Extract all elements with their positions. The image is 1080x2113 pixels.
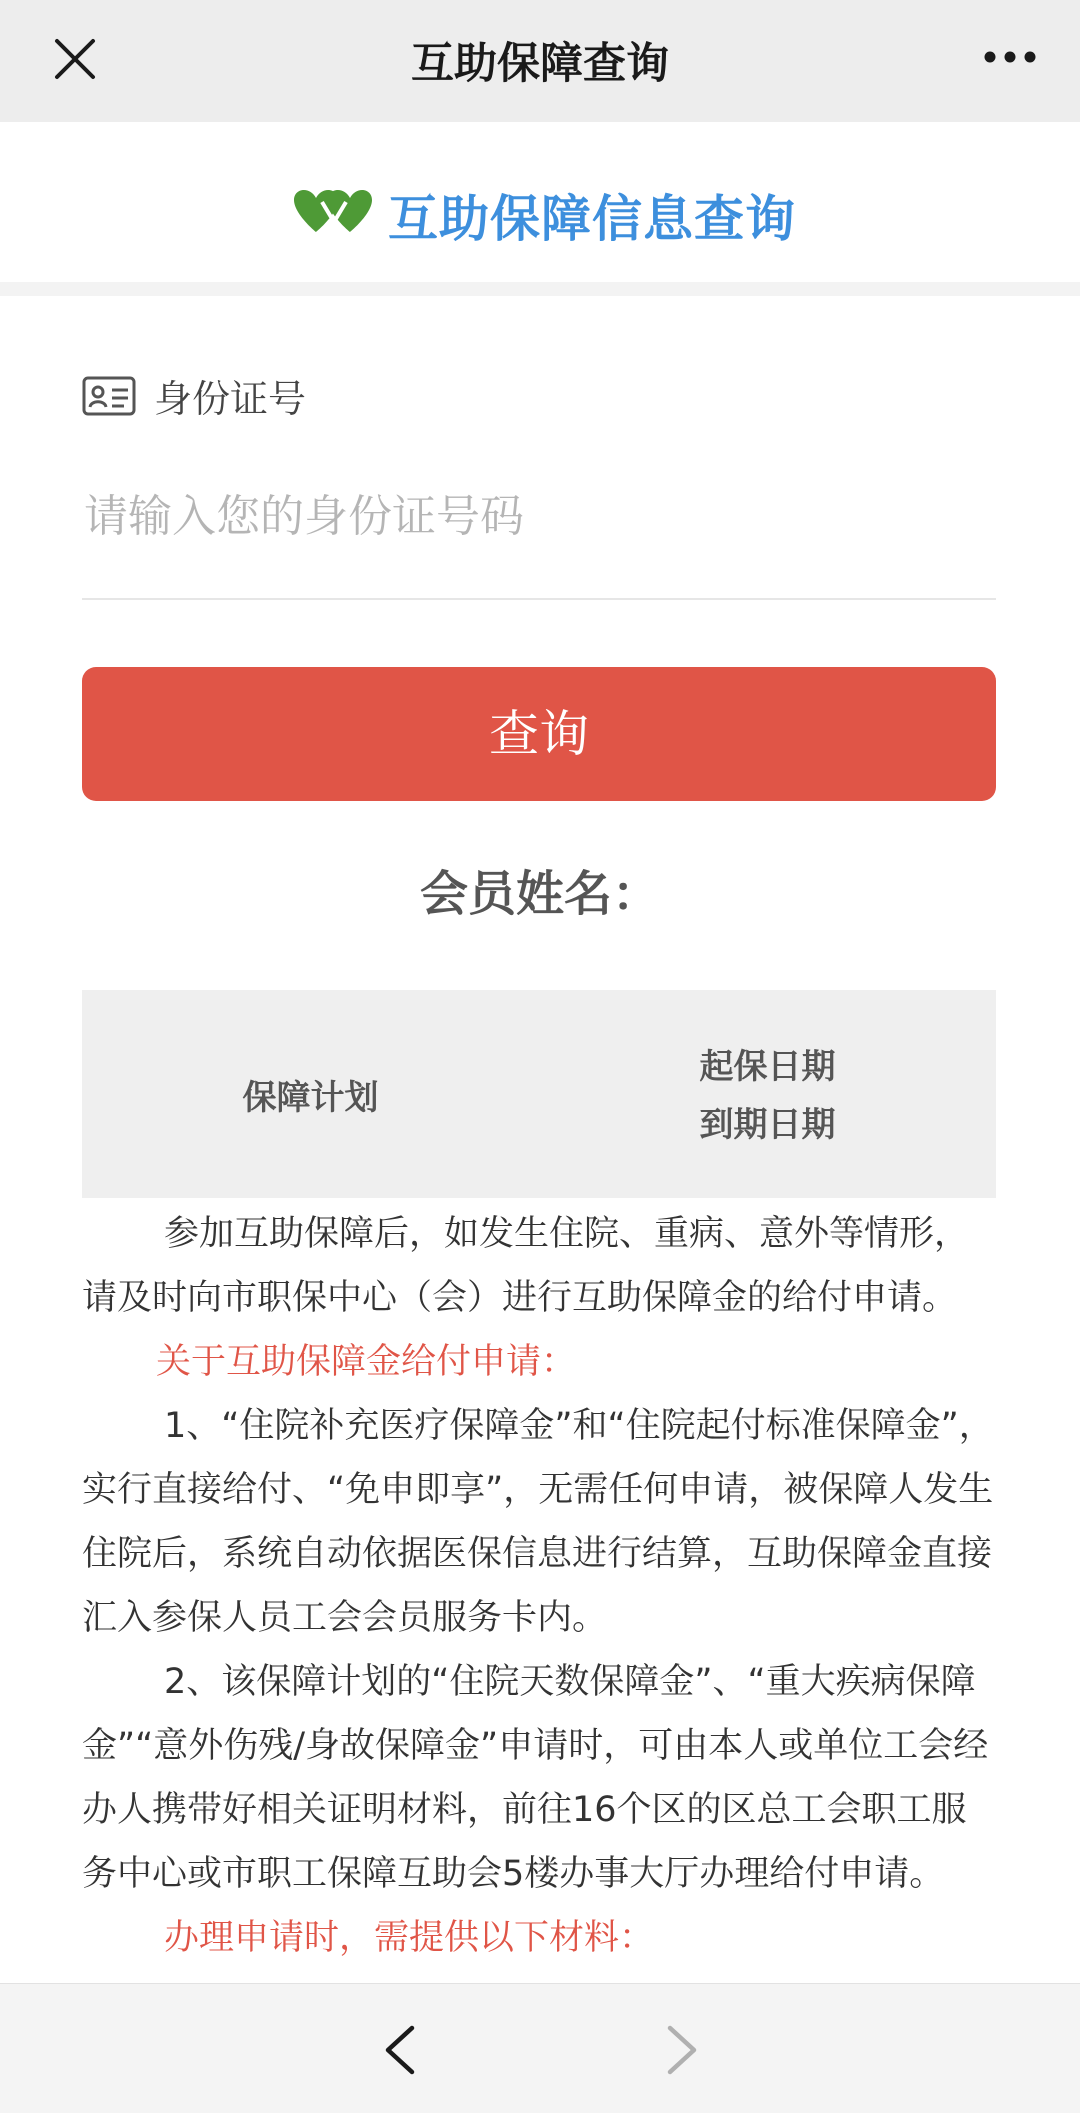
title-bar: [0, 0, 1080, 122]
id-number-label: [82, 368, 306, 423]
materials-heading: 办理申请时，需提供以下材料：: [164, 1918, 655, 1958]
brand-header: [0, 122, 1080, 282]
item-1-paragraph: 1、“住院补充医疗保障金”和“住院起付标准保障金”，实行直接给付、“免申即享”，无需任何申请，被保障人发生住院后，系统自动依据医保信息进行结算，互助保障金直接汇入参保人员工会会员服务卡内。: [82, 1406, 994, 1638]
section-divider: [0, 282, 1080, 296]
column-header-start-date: 起保日期: [699, 1047, 836, 1087]
more-icon[interactable]: [982, 48, 1038, 66]
item-2-paragraph: 2、该保障计划的“住院天数保障金”、“重大疾病保障金”“意外伤残/身故保障金”申请时，可由本人或单位工会经办人携带好相关证明材料，前往16个区的区总工会职工服务中心或市职工保障互助会5楼办事大厅办理给付申请。: [82, 1662, 989, 1894]
id-card-icon: [82, 376, 136, 416]
column-header-plan: 保障计划: [242, 1077, 379, 1118]
column-header-end-date: 到期日期: [699, 1105, 836, 1145]
intro-paragraph: 参加互助保障后，如发生住院、重病、意外等情形，请及时向市职保中心（会）进行互助保障金的给付申请。: [82, 1214, 970, 1318]
notice-content: [82, 1202, 996, 1994]
id-number-label-text: 身份证号: [154, 377, 307, 421]
chevron-left-icon[interactable]: [378, 2022, 422, 2078]
query-button[interactable]: 查询: [82, 667, 996, 801]
coverage-table-header: [82, 990, 996, 1198]
payout-heading: 关于互助保障金给付申请：: [156, 1342, 577, 1382]
chevron-right-icon[interactable]: [660, 2022, 704, 2078]
brand-title: 互助保障信息查询: [388, 190, 796, 248]
column-header-dates: [539, 1038, 996, 1154]
bottom-navigation-bar: [0, 1983, 1080, 2113]
page-title: 互助保障查询: [411, 39, 669, 89]
id-number-input[interactable]: [82, 470, 996, 600]
member-name-label: 会员姓名：: [419, 866, 660, 922]
heart-logo-icon: [292, 188, 376, 242]
